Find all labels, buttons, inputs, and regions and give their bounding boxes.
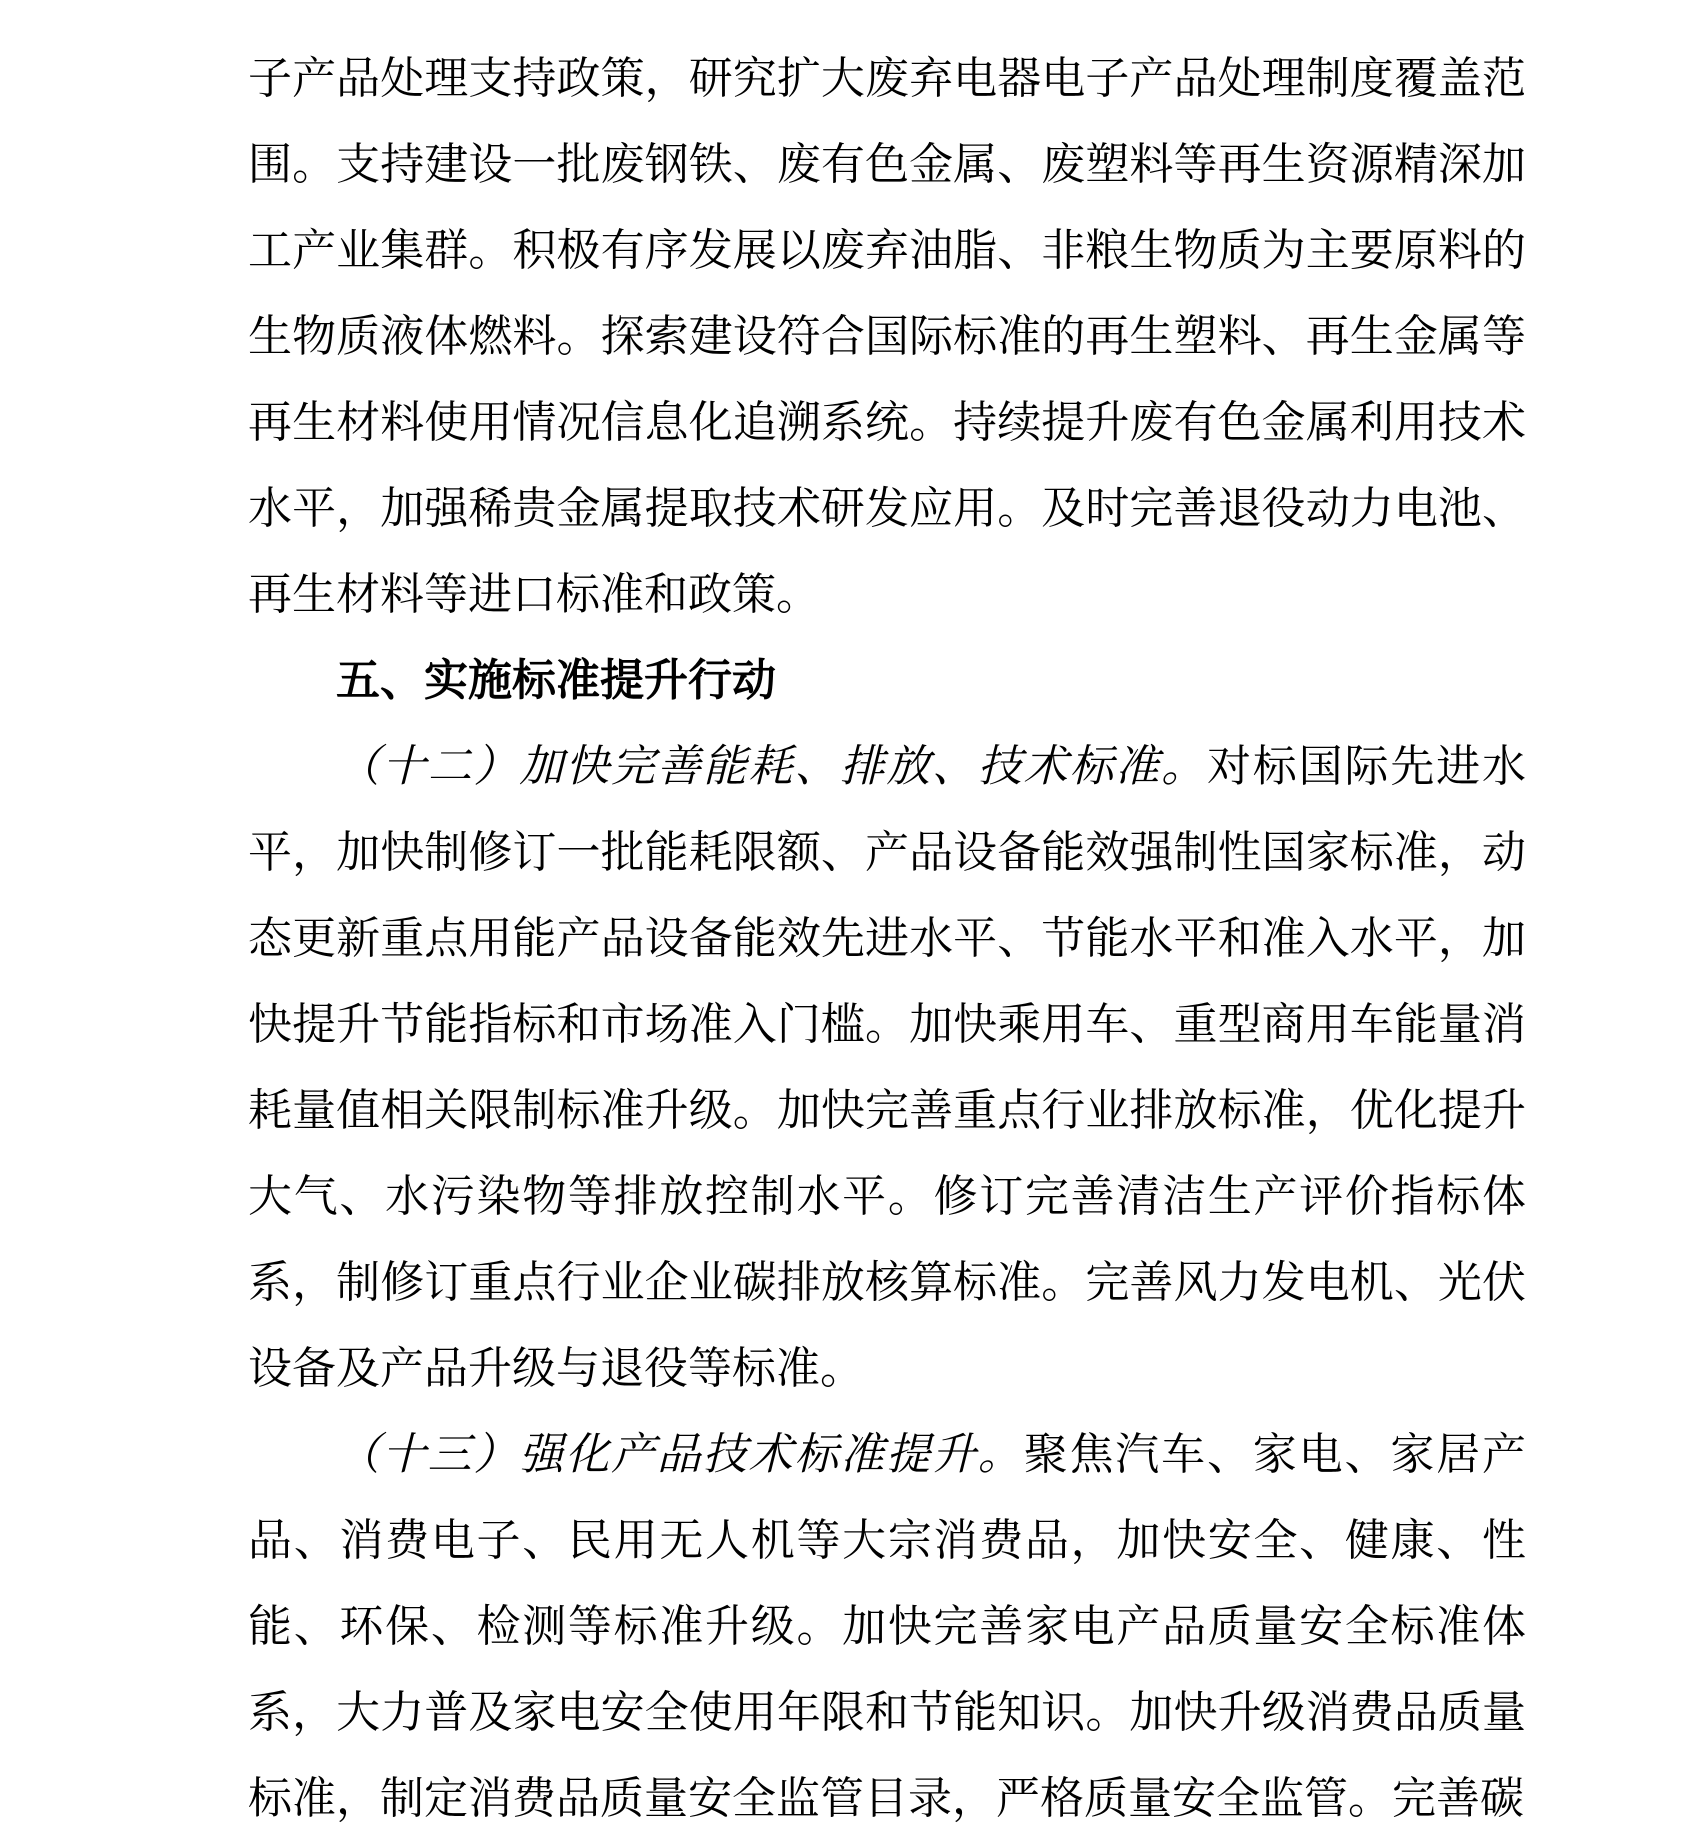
paragraph-continuation: 子产品处理支持政策，研究扩大废弃电器电子产品处理制度覆盖范围。支持建设一批废钢铁、废有色金属、废塑料等再生资源精深加工产业集群。积极有序发展以废弃油脂、非粮生物质为主要原料的生物质液体燃料。探索建设符合国际标准的再生塑料、再生金属等再生材料使用情况信息化追溯系统。持续提升废有色金属利用技术水平，加强稀贵金属提取技术研发应用。及时完善退役动力电池、再生材料等进口标准和政策。 [248, 54, 1526, 619]
document-text-block [248, 36, 1526, 1842]
item-13-lead: （十三）强化产品技术标准提升。 [336, 1430, 1024, 1479]
item-12-lead: （十二）加快完善能耗、排放、技术标准。 [336, 742, 1207, 791]
paragraph-item-12 [248, 724, 1526, 1412]
section-heading: 五、实施标准提升行动 [336, 656, 776, 705]
item-13-text: 聚焦汽车、家电、家居产品、消费电子、民用无人机等大宗消费品，加快安全、健康、性能、环保、检测等标准升级。加快完善家电产品质量安全标准体系，大力普及家电安全使用年限和节能知识。加快升级消费品质量标准，制定消费品质量安全监管目录，严格质量安全监管。完善碳 [248, 1430, 1527, 1823]
paragraph-item-13 [248, 1412, 1526, 1842]
item-12-text: 对标国际先进水平，加快制修订一批能耗限额、产品设备能效强制性国家标准，动态更新重点用能产品设备能效先进水平、节能水平和准入水平，加快提升节能指标和市场准入门槛。加快乘用车、重型商用车能量消耗量值相关限制标准升级。加快完善重点行业排放标准，优化提升大气、水污染物等排放控制水平。修订完善清洁生产评价指标体系，制修订重点行业企业碳排放核算标准。完善风力发电机、光伏设备及产品升级与退役等标准。 [248, 742, 1527, 1393]
